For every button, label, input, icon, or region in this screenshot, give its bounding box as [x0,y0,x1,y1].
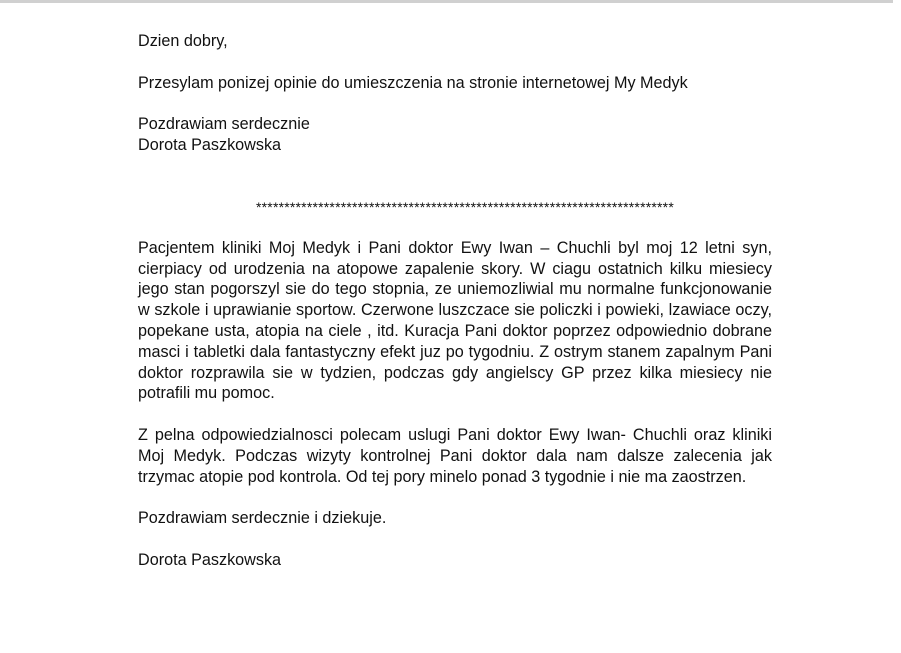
testimonial-paragraph-2: Z pelna odpowiedzialnosci polecam uslugi Pani doktor Ewy Iwan- Chuchli oraz kliniki Moj Medyk. Podczas wizyty kontrolnej Pani doktor dala nam dalsze zalecenia jak trzymac atopie pod kontrola. Od tej pory minelo ponad 3 tygodnie i nie ma zaostrzen. [138,425,772,486]
testimonial-paragraph-1: Pacjentem kliniki Moj Medyk i Pani doktor Ewy Iwan – Chuchli byl moj 12 letni syn, cierpiacy od urodzenia na atopowe zapalenie skory. W ciagu ostatnich kilku miesiecy jego stan pogorszyl sie do tego stopnia, ze uniemozliwial mu normalne funkcjonowanie w szkole i uprawianie sportow. Czerwone luszczace sie policzki i powieki, lzawiace oczy, popekane usta, atopia na ciele , itd. Kuracja Pani doktor poprzez odpowiednio dobrane masci i tabletki dala fantastyczny efekt juz po tygodniu. Z ostrym stanem zapalnym Pani doktor rozprawila sie w tydzien, podczas gdy angielscy GP przez kilka miesiecy nie potrafili mu pomoc. [138,238,772,403]
top-border [0,0,893,3]
intro-line: Przesylam ponizej opinie do umieszczenia na stronie internetowej My Medyk [138,73,688,92]
letter-document [138,31,772,571]
closing-line: Pozdrawiam serdecznie i dziekuje. [138,509,387,528]
greeting-line: Dzien dobry, [138,32,228,50]
signature: Dorota Paszkowska [138,550,282,569]
top-signoff [138,114,772,156]
asterisk-separator: ************************************************************************** [256,198,674,215]
sender-name: Dorota Paszkowska [138,135,282,154]
regards-line: Pozdrawiam serdecznie [138,115,310,134]
